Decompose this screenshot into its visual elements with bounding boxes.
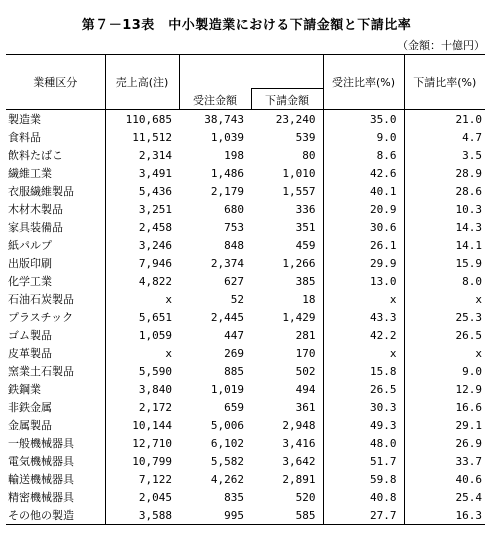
cell-subcontract-ratio: x bbox=[404, 290, 485, 308]
cell-industry: 家具装備品 bbox=[6, 218, 105, 236]
cell-order-ratio: 40.1 bbox=[323, 182, 404, 200]
cell-subcontract-ratio: x bbox=[404, 344, 485, 362]
cell-subcontract: 351 bbox=[295, 220, 316, 234]
table-row bbox=[6, 398, 485, 416]
cell-subcontract-ratio: 10.3 bbox=[404, 200, 485, 218]
table-row bbox=[6, 254, 485, 272]
cell-sales: 1,059 bbox=[138, 328, 172, 342]
header-subcontract-ratio: 下請比率(%) bbox=[404, 55, 485, 110]
unit-note: （金額：十億円） bbox=[397, 39, 485, 52]
cell-orders: 4,262 bbox=[210, 472, 244, 486]
cell-sales: 3,251 bbox=[138, 202, 172, 216]
cell-sales: 12,710 bbox=[132, 436, 172, 450]
cell-subcontract-ratio: 3.5 bbox=[404, 146, 485, 164]
cell-subcontract: 459 bbox=[295, 238, 316, 252]
cell-orders: 680 bbox=[224, 202, 244, 216]
cell-subcontract-ratio: 26.5 bbox=[404, 326, 485, 344]
cell-sales: 2,314 bbox=[138, 148, 172, 162]
cell-orders: 5,006 bbox=[210, 418, 244, 432]
table-row bbox=[6, 470, 485, 488]
cell-order-ratio: 42.6 bbox=[323, 164, 404, 182]
cell-order-ratio: 26.1 bbox=[323, 236, 404, 254]
cell-industry: 皮革製品 bbox=[6, 344, 105, 362]
cell-orders: 1,039 bbox=[210, 130, 244, 144]
cell-orders: 269 bbox=[224, 346, 244, 360]
cell-orders: 38,743 bbox=[204, 112, 244, 126]
cell-order-ratio: 15.8 bbox=[323, 362, 404, 380]
cell-industry: 製造業 bbox=[6, 110, 105, 129]
cell-subcontract: 3,416 bbox=[282, 436, 316, 450]
table-row bbox=[6, 290, 485, 308]
table-row bbox=[6, 326, 485, 344]
cell-sales: 3,491 bbox=[138, 166, 172, 180]
cell-subcontract-ratio: 15.9 bbox=[404, 254, 485, 272]
cell-orders: 995 bbox=[179, 506, 251, 525]
table-row bbox=[6, 128, 485, 146]
cell-sales: 3,840 bbox=[138, 382, 172, 396]
cell-industry: 鉄鋼業 bbox=[6, 380, 105, 398]
cell-subcontract: 1,010 bbox=[282, 166, 316, 180]
cell-subcontract-ratio: 4.7 bbox=[404, 128, 485, 146]
table-row bbox=[6, 488, 485, 506]
cell-orders: 2,445 bbox=[210, 310, 244, 324]
cell-subcontract-ratio: 12.9 bbox=[404, 380, 485, 398]
cell-sales: 3,588 bbox=[105, 506, 179, 525]
cell-sales: 5,590 bbox=[138, 364, 172, 378]
cell-industry: 化学工業 bbox=[6, 272, 105, 290]
cell-sales: 4,822 bbox=[138, 274, 172, 288]
table-body bbox=[6, 110, 485, 525]
cell-sales: 7,122 bbox=[138, 472, 172, 486]
cell-sales: 3,246 bbox=[138, 238, 172, 252]
cell-order-ratio: 8.6 bbox=[323, 146, 404, 164]
cell-industry: 電気機械器具 bbox=[6, 452, 105, 470]
cell-subcontract-ratio: 25.4 bbox=[404, 488, 485, 506]
table-row bbox=[6, 344, 485, 362]
cell-subcontract-ratio: 28.6 bbox=[404, 182, 485, 200]
cell-subcontract-ratio: 26.9 bbox=[404, 434, 485, 452]
table-row bbox=[6, 308, 485, 326]
cell-orders: 848 bbox=[224, 238, 244, 252]
subcontract-table bbox=[6, 54, 485, 525]
table-title: 第７－13表 中小製造業における下請金額と下請比率 bbox=[81, 18, 412, 33]
cell-sales: 110,685 bbox=[125, 112, 172, 126]
cell-sales: 5,436 bbox=[138, 184, 172, 198]
cell-industry: プラスチック bbox=[6, 308, 105, 326]
cell-sales: 10,144 bbox=[132, 418, 172, 432]
cell-orders: 1,019 bbox=[210, 382, 244, 396]
cell-order-ratio: 26.5 bbox=[323, 380, 404, 398]
cell-subcontract: 361 bbox=[295, 400, 316, 414]
table-row bbox=[6, 434, 485, 452]
cell-sales: 2,172 bbox=[138, 400, 172, 414]
table-row bbox=[6, 200, 485, 218]
cell-orders: 52 bbox=[230, 292, 244, 306]
cell-subcontract-ratio: 28.9 bbox=[404, 164, 485, 182]
cell-subcontract: 502 bbox=[295, 364, 316, 378]
cell-orders: 627 bbox=[224, 274, 244, 288]
table-row bbox=[6, 416, 485, 434]
cell-industry: その他の製造 bbox=[6, 506, 105, 525]
table-row bbox=[6, 452, 485, 470]
cell-industry: ゴム製品 bbox=[6, 326, 105, 344]
cell-orders: 2,374 bbox=[210, 256, 244, 270]
cell-industry: 繊維工業 bbox=[6, 164, 105, 182]
cell-subcontract-ratio: 29.1 bbox=[404, 416, 485, 434]
cell-orders: 1,486 bbox=[210, 166, 244, 180]
table-row bbox=[6, 362, 485, 380]
table-row bbox=[6, 218, 485, 236]
header-industry: 業種区分 bbox=[6, 55, 105, 110]
cell-order-ratio: 9.0 bbox=[323, 128, 404, 146]
cell-order-ratio: 43.3 bbox=[323, 308, 404, 326]
header-order-ratio: 受注比率(%) bbox=[323, 55, 404, 110]
cell-order-ratio: 30.3 bbox=[323, 398, 404, 416]
cell-industry: 出版印刷 bbox=[6, 254, 105, 272]
cell-subcontract-ratio: 40.6 bbox=[404, 470, 485, 488]
cell-subcontract-ratio: 21.0 bbox=[404, 110, 485, 129]
cell-sales: 2,458 bbox=[138, 220, 172, 234]
table-row bbox=[6, 110, 485, 129]
cell-subcontract: 2,948 bbox=[282, 418, 316, 432]
cell-order-ratio: 29.9 bbox=[323, 254, 404, 272]
table-row bbox=[6, 236, 485, 254]
table-row bbox=[6, 272, 485, 290]
cell-subcontract: 336 bbox=[295, 202, 316, 216]
cell-order-ratio: 27.7 bbox=[323, 506, 404, 525]
cell-subcontract-ratio: 9.0 bbox=[404, 362, 485, 380]
cell-orders: 2,179 bbox=[210, 184, 244, 198]
cell-subcontract: 585 bbox=[251, 506, 323, 525]
table-row bbox=[6, 146, 485, 164]
cell-order-ratio: 48.0 bbox=[323, 434, 404, 452]
cell-orders: 885 bbox=[224, 364, 244, 378]
table-row bbox=[6, 164, 485, 182]
cell-sales: x bbox=[165, 292, 172, 306]
header-amount-group bbox=[179, 55, 323, 89]
cell-subcontract: 170 bbox=[295, 346, 316, 360]
cell-sales: 11,512 bbox=[132, 130, 172, 144]
cell-order-ratio: 59.8 bbox=[323, 470, 404, 488]
cell-subcontract: 18 bbox=[302, 292, 316, 306]
cell-industry: 輸送機械器具 bbox=[6, 470, 105, 488]
cell-industry: 衣服繊維製品 bbox=[6, 182, 105, 200]
cell-subcontract-ratio: 14.1 bbox=[404, 236, 485, 254]
cell-industry: 飲料たばこ bbox=[6, 146, 105, 164]
header-subcontract: 下請金額 bbox=[251, 89, 323, 110]
cell-industry: 精密機械器具 bbox=[6, 488, 105, 506]
header-sales: 売上高(注) bbox=[105, 55, 179, 110]
cell-industry: 食料品 bbox=[6, 128, 105, 146]
cell-orders: 198 bbox=[224, 148, 244, 162]
cell-orders: 659 bbox=[224, 400, 244, 414]
cell-orders: 447 bbox=[224, 328, 244, 342]
cell-sales: 5,651 bbox=[138, 310, 172, 324]
cell-order-ratio: 40.8 bbox=[323, 488, 404, 506]
cell-industry: 金属製品 bbox=[6, 416, 105, 434]
cell-order-ratio: 35.0 bbox=[323, 110, 404, 129]
cell-orders: 835 bbox=[224, 490, 244, 504]
cell-industry: 石油石炭製品 bbox=[6, 290, 105, 308]
cell-subcontract: 1,557 bbox=[282, 184, 316, 198]
table-row bbox=[6, 506, 485, 525]
cell-industry: 窯業土石製品 bbox=[6, 362, 105, 380]
cell-order-ratio: 30.6 bbox=[323, 218, 404, 236]
cell-subcontract-ratio: 16.3 bbox=[404, 506, 485, 525]
cell-subcontract: 3,642 bbox=[282, 454, 316, 468]
cell-subcontract: 494 bbox=[295, 382, 316, 396]
cell-subcontract: 520 bbox=[295, 490, 316, 504]
cell-industry: 非鉄金属 bbox=[6, 398, 105, 416]
cell-subcontract: 539 bbox=[295, 130, 316, 144]
cell-sales: 2,045 bbox=[138, 490, 172, 504]
cell-order-ratio: 51.7 bbox=[323, 452, 404, 470]
cell-industry: 一般機械器具 bbox=[6, 434, 105, 452]
cell-order-ratio: 42.2 bbox=[323, 326, 404, 344]
table-row bbox=[6, 182, 485, 200]
cell-subcontract: 80 bbox=[302, 148, 316, 162]
cell-subcontract: 385 bbox=[295, 274, 316, 288]
cell-subcontract-ratio: 8.0 bbox=[404, 272, 485, 290]
cell-industry: 木材木製品 bbox=[6, 200, 105, 218]
header-orders: 受注金額 bbox=[179, 89, 251, 110]
cell-subcontract: 1,429 bbox=[282, 310, 316, 324]
cell-subcontract-ratio: 33.7 bbox=[404, 452, 485, 470]
cell-subcontract-ratio: 25.3 bbox=[404, 308, 485, 326]
cell-orders: 5,582 bbox=[210, 454, 244, 468]
cell-order-ratio: 13.0 bbox=[323, 272, 404, 290]
cell-industry: 紙パルプ bbox=[6, 236, 105, 254]
cell-order-ratio: 49.3 bbox=[323, 416, 404, 434]
cell-subcontract: 1,266 bbox=[282, 256, 316, 270]
cell-subcontract: 2,891 bbox=[282, 472, 316, 486]
cell-sales: 7,946 bbox=[138, 256, 172, 270]
cell-orders: 6,102 bbox=[210, 436, 244, 450]
cell-sales: 10,799 bbox=[132, 454, 172, 468]
cell-subcontract-ratio: 14.3 bbox=[404, 218, 485, 236]
cell-subcontract: 281 bbox=[295, 328, 316, 342]
cell-order-ratio: x bbox=[323, 290, 404, 308]
cell-order-ratio: x bbox=[323, 344, 404, 362]
cell-orders: 753 bbox=[224, 220, 244, 234]
cell-order-ratio: 20.9 bbox=[323, 200, 404, 218]
table-row bbox=[6, 380, 485, 398]
cell-subcontract: 23,240 bbox=[275, 112, 316, 126]
cell-subcontract-ratio: 16.6 bbox=[404, 398, 485, 416]
cell-sales: x bbox=[165, 346, 172, 360]
